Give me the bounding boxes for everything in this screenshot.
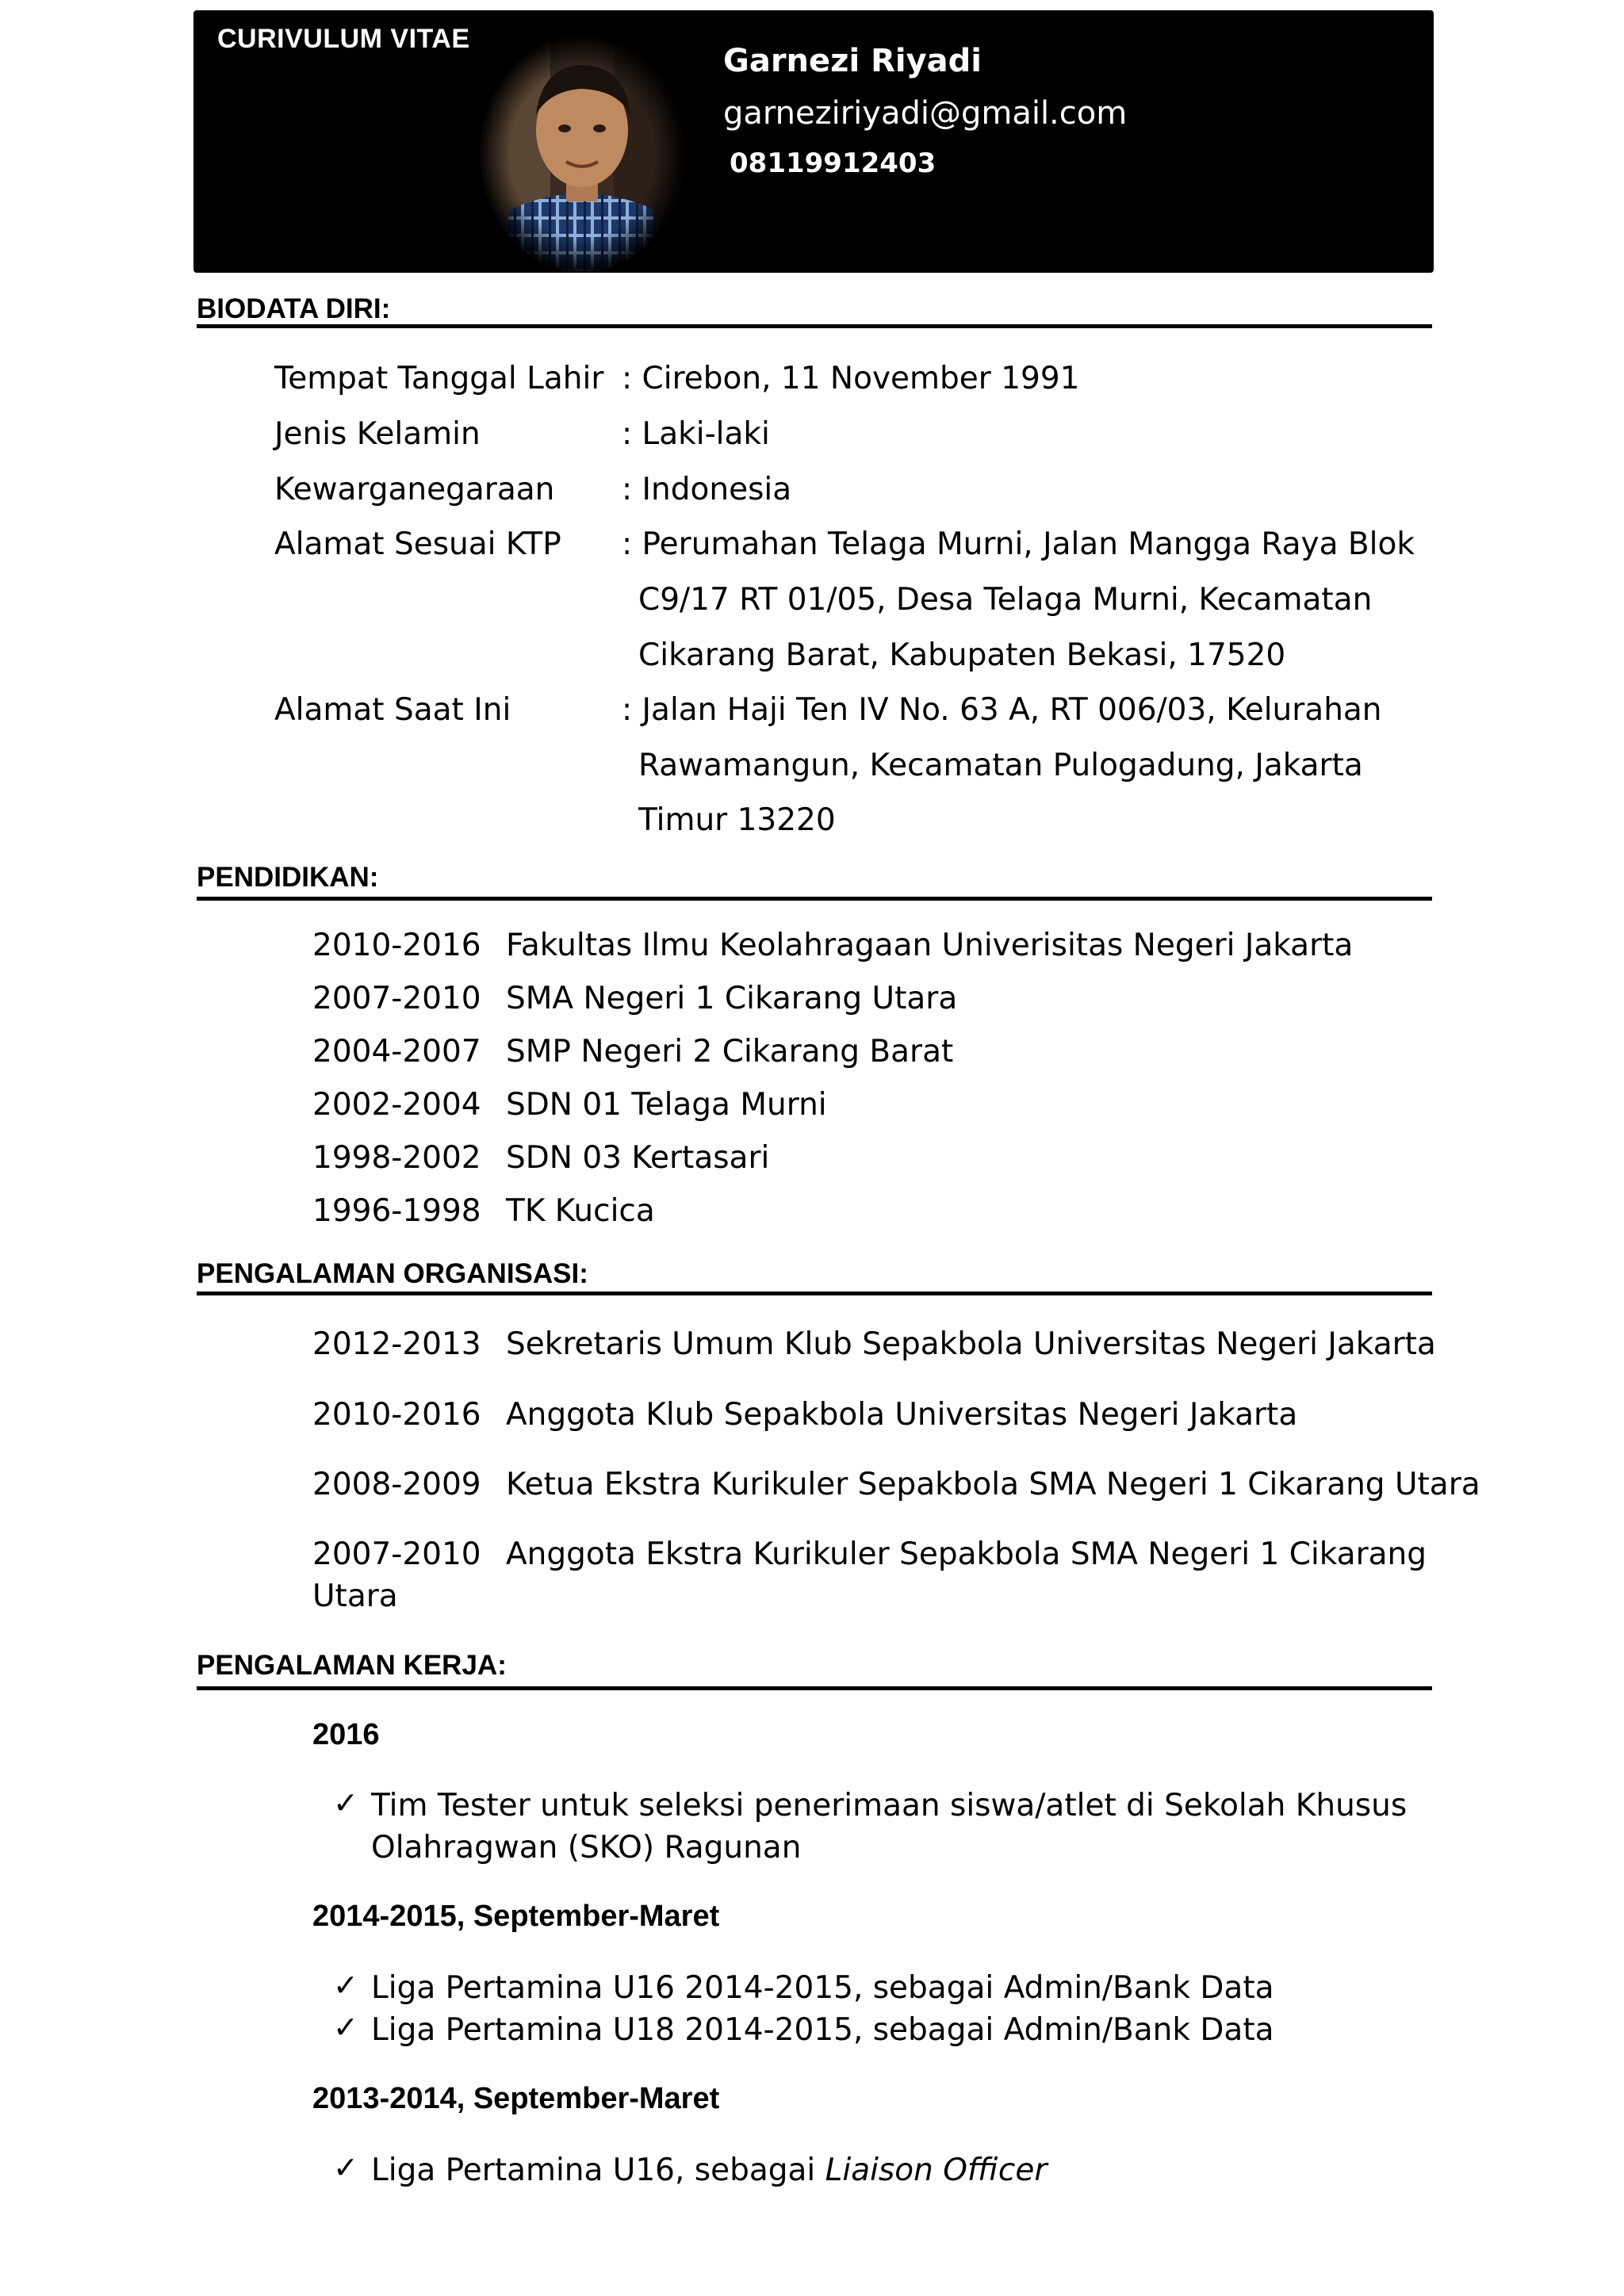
work-item-text: Liga Pertamina U16, sebagai [371, 2152, 825, 2188]
biodata-value-cont: Cikarang Barat, Kabupaten Bekasi, 17520 [638, 637, 1286, 673]
profile-photo [479, 35, 685, 273]
section-title-biodata: BIODATA DIRI: [197, 293, 391, 324]
organization-role: Ketua Ekstra Kurikuler Sepakbola SMA Negeri 1 Cikarang Utara [506, 1467, 1480, 1502]
biodata-value: : Perumahan Telaga Murni, Jalan Mangga Raya Blok [622, 526, 1415, 562]
organization-role: Anggota Ekstra Kurikuler Sepakbola SMA Negeri 1 Cikarang [506, 1536, 1427, 1572]
work-item-italic: Liaison Officer [825, 2152, 1048, 2188]
education-school: SDN 01 Telaga Murni [506, 1087, 827, 1123]
biodata-value: : Laki-laki [622, 416, 770, 452]
biodata-value-cont: Rawamangun, Kecamatan Pulogadung, Jakarta [638, 748, 1363, 783]
biodata-value: : Indonesia [622, 472, 792, 507]
work-item: Tim Tester untuk seleksi penerimaan siswa/atlet di Sekolah Khusus [371, 1788, 1408, 1823]
section-divider [197, 1292, 1432, 1295]
section-title-pendidikan: PENDIDIKAN: [197, 862, 379, 893]
work-item: Liga Pertamina U16 2014-2015, sebagai Admin/Bank Data [371, 1970, 1274, 2006]
education-years: 2007-2010 [312, 981, 481, 1016]
candidate-email: garneziriyadi@gmail.com [723, 95, 1128, 132]
checkmark-icon: ✓ [333, 1785, 358, 1820]
organization-role-cont: Utara [312, 1578, 398, 1614]
biodata-value-cont: C9/17 RT 01/05, Desa Telaga Murni, Kecamatan [638, 582, 1373, 618]
biodata-label: Jenis Kelamin [274, 416, 481, 452]
education-school: SMA Negeri 1 Cikarang Utara [506, 981, 958, 1016]
education-years: 1998-2002 [312, 1140, 481, 1176]
education-years: 2002-2004 [312, 1087, 481, 1123]
section-divider [197, 324, 1432, 328]
education-school: SDN 03 Kertasari [506, 1140, 770, 1176]
section-divider [197, 897, 1432, 901]
organization-years: 2008-2009 [312, 1467, 481, 1502]
biodata-value: : Jalan Haji Ten IV No. 63 A, RT 006/03, Kelurahan [622, 692, 1382, 728]
work-period: 2014-2015, September-Maret [312, 1900, 720, 1933]
biodata-value: : Cirebon, 11 November 1991 [622, 361, 1080, 396]
education-years: 2010-2016 [312, 928, 481, 963]
section-title-kerja: PENGALAMAN KERJA: [197, 1650, 507, 1681]
checkmark-icon: ✓ [333, 2010, 358, 2045]
candidate-phone: 08119912403 [730, 147, 936, 179]
organization-years: 2012-2013 [312, 1326, 481, 1362]
education-school: Fakultas Ilmu Keolahragaan Univerisitas Negeri Jakarta [506, 928, 1354, 963]
biodata-value-cont: Timur 13220 [638, 802, 836, 838]
biodata-label: Alamat Sesuai KTP [274, 526, 561, 562]
checkmark-icon: ✓ [333, 1968, 358, 2003]
document-label: CURIVULUM VITAE [217, 24, 470, 54]
work-period: 2016 [312, 1718, 380, 1751]
organization-role: Sekretaris Umum Klub Sepakbola Universitas Negeri Jakarta [506, 1326, 1436, 1362]
work-period: 2013-2014, September-Maret [312, 2082, 720, 2115]
biodata-label: Alamat Saat Ini [274, 692, 511, 728]
organization-role: Anggota Klub Sepakbola Universitas Negeri Jakarta [506, 1397, 1298, 1433]
section-divider [197, 1686, 1432, 1690]
education-school: TK Kucica [506, 1193, 655, 1229]
organization-years: 2007-2010 [312, 1536, 481, 1572]
biodata-label: Kewarganegaraan [274, 472, 555, 507]
education-years: 1996-1998 [312, 1193, 481, 1229]
education-school: SMP Negeri 2 Cikarang Barat [506, 1034, 954, 1070]
biodata-label: Tempat Tanggal Lahir [274, 361, 604, 396]
work-item: Liga Pertamina U18 2014-2015, sebagai Admin/Bank Data [371, 2012, 1274, 2048]
education-years: 2004-2007 [312, 1034, 481, 1070]
section-title-organisasi: PENGALAMAN ORGANISASI: [197, 1258, 588, 1289]
work-item-cont: Olahragwan (SKO) Ragunan [371, 1830, 802, 1866]
work-item [371, 2152, 1047, 2188]
candidate-name: Garnezi Riyadi [723, 43, 982, 79]
organization-years: 2010-2016 [312, 1397, 481, 1433]
checkmark-icon: ✓ [333, 2150, 358, 2185]
